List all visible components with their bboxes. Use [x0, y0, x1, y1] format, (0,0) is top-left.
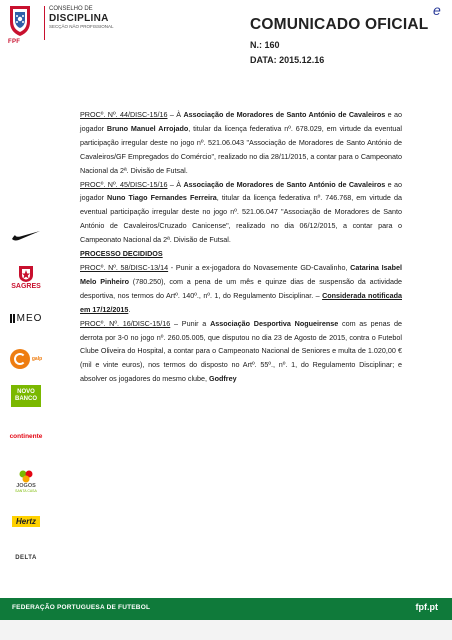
paragraph-text: – Punir a: [170, 318, 211, 328]
header-divider: [44, 6, 45, 40]
novo-banco-line-2: BANCO: [15, 396, 37, 402]
entity-name: Associação de Moradores de Santo António de Cavaleiros: [183, 110, 386, 119]
novo-banco-logo: [6, 384, 46, 408]
delta-label: DELTA: [15, 555, 37, 561]
paragraph-text: (780.250), com a pena de um mês e quinze dias de suspensão da actividade desportiva, nos termos do Artº. 140º., nº. 1, do Regulamento Disciplinar. –: [80, 276, 403, 300]
footer-strip: [0, 620, 452, 640]
communique-title: COMUNICADO OFICIAL: [250, 16, 429, 33]
hertz-logo: [6, 513, 46, 529]
novo-banco-line-1: NOVO: [17, 389, 35, 395]
player-name: Nuno Tiago Fernandes Ferreira: [107, 193, 217, 203]
council-block: [49, 6, 149, 30]
player-name: Godfrey: [209, 374, 237, 384]
paragraph-text: com as penas de derrota por 3-0 no jogo nº. 260.05.005, que disputou no dia 23 de Agosto de 2015, contra o Futebol Clube Oliveira do Hospital, a contar para o Campeonato Nacional de Seniores e multa de 1.020,00 € (mil e vinte euros), nos termos do disposto no Artº. 55º., nº. 1, do Regulamento Disciplinar; e absolver os jogadores do mesmo clube,: [80, 318, 402, 384]
council-line-2: DISCIPLINA: [49, 13, 109, 24]
meo-bar-icon: [13, 314, 15, 323]
communique-date: DATA: 2015.12.16: [250, 55, 325, 65]
paragraph-text: .: [128, 304, 131, 314]
nike-logo: [6, 226, 46, 246]
notification-note: Considerada notificada em 17/12/2015: [80, 290, 402, 314]
sagres-emblem-icon: [17, 265, 35, 283]
fpf-logo: [6, 4, 34, 50]
process-paragraph-58: [80, 261, 402, 317]
galp-swirl-icon: [14, 353, 26, 365]
page-footer: [0, 598, 452, 640]
meo-bar-icon: [10, 314, 12, 323]
handwritten-mark: e: [433, 2, 441, 18]
clover-icon: [17, 469, 35, 483]
nike-swoosh-icon: [11, 230, 41, 242]
paragraph-text: – À: [167, 179, 184, 189]
sagres-label: SAGRES: [11, 282, 41, 290]
jogos-santa-casa-logo: [6, 464, 46, 498]
meo-logo: [6, 310, 46, 326]
novo-banco-box: [11, 385, 41, 407]
galp-logo: [6, 348, 46, 370]
footer-band: [0, 598, 452, 620]
process-reference: PROCº. Nº. 45/DISC-15/16: [80, 179, 168, 189]
communique-body: [80, 108, 402, 386]
hertz-label: Hertz: [12, 516, 40, 527]
process-paragraph-16: [80, 317, 402, 387]
paragraph-text: - Punir a ex-jogadora do Novasemente GD-Cavalinho,: [168, 262, 351, 272]
jogos-line-1: JOGOS: [16, 482, 36, 489]
player-name: Catarina Isabel Melo Pinheiro: [80, 262, 402, 286]
process-reference: PROCº. Nº. 58/DISC-13/14: [80, 262, 169, 272]
meo-label: MEO: [16, 312, 43, 324]
process-reference: PROCº. Nº. 44/DISC-15/16: [80, 110, 168, 119]
galp-circle-icon: [10, 349, 30, 369]
council-line-3: SECÇÃO NÃO PROFISSIONAL: [49, 24, 114, 29]
process-paragraph-44: [80, 108, 402, 178]
delta-logo: [6, 552, 46, 564]
paragraph-text: – À: [167, 110, 184, 119]
paragraph-text: e ao jogador: [80, 110, 402, 133]
paragraph-text: e ao jogador: [80, 179, 402, 203]
sagres-logo: [6, 258, 46, 296]
paragraph-text: , titular da licença federativa nº. 746.768, em virtude da eventual participação irregular deste no jogo nº. 521.06.047 "Associação de Moradores de Santo António de Cavaleiros/Cruzado Canicense", realizado no dia 06/12/2015, a contar para o Campeonato Nacional da 2ª. Divisão de Futsal.: [80, 193, 402, 245]
footer-website: fpf.pt: [415, 602, 438, 612]
player-name: Bruno Manuel Arrojado: [106, 123, 189, 133]
council-line-1: CONSELHO DE: [49, 6, 93, 12]
entity-name: Associação de Moradores de Santo António de Cavaleiros: [183, 179, 386, 189]
communique-number: N.: 160: [250, 40, 280, 50]
continente-label: continente: [9, 432, 43, 440]
process-reference: PROCº. Nº. 16/DISC-15/16: [80, 318, 171, 328]
jogos-line-2: SANTA CASA: [15, 488, 37, 493]
fpf-logo-label: FPF: [8, 39, 21, 45]
paragraph-text: , titular da licença federativa nº. 678.029, em virtude da eventual participação irregular deste no jogo nº. 521.06.043 "Associação de Moradores de Santo António de Cavaleiros/GF Empregados do Comércio", realizado no dia 28/11/2015, a contar para o Campeonato Nacional da 2ª. Divisão de Futsal.: [80, 123, 402, 175]
footer-federation-name: FEDERAÇÃO PORTUGUESA DE FUTEBOL: [12, 604, 151, 611]
continente-logo: [6, 430, 46, 442]
section-title-decided: PROCESSO DECIDIDOS: [80, 249, 163, 259]
fpf-crest-icon: [6, 4, 34, 38]
process-paragraph-45: [80, 178, 402, 248]
galp-label: galp: [31, 356, 43, 362]
entity-name: Associação Desportiva Nogueirense: [210, 318, 339, 328]
